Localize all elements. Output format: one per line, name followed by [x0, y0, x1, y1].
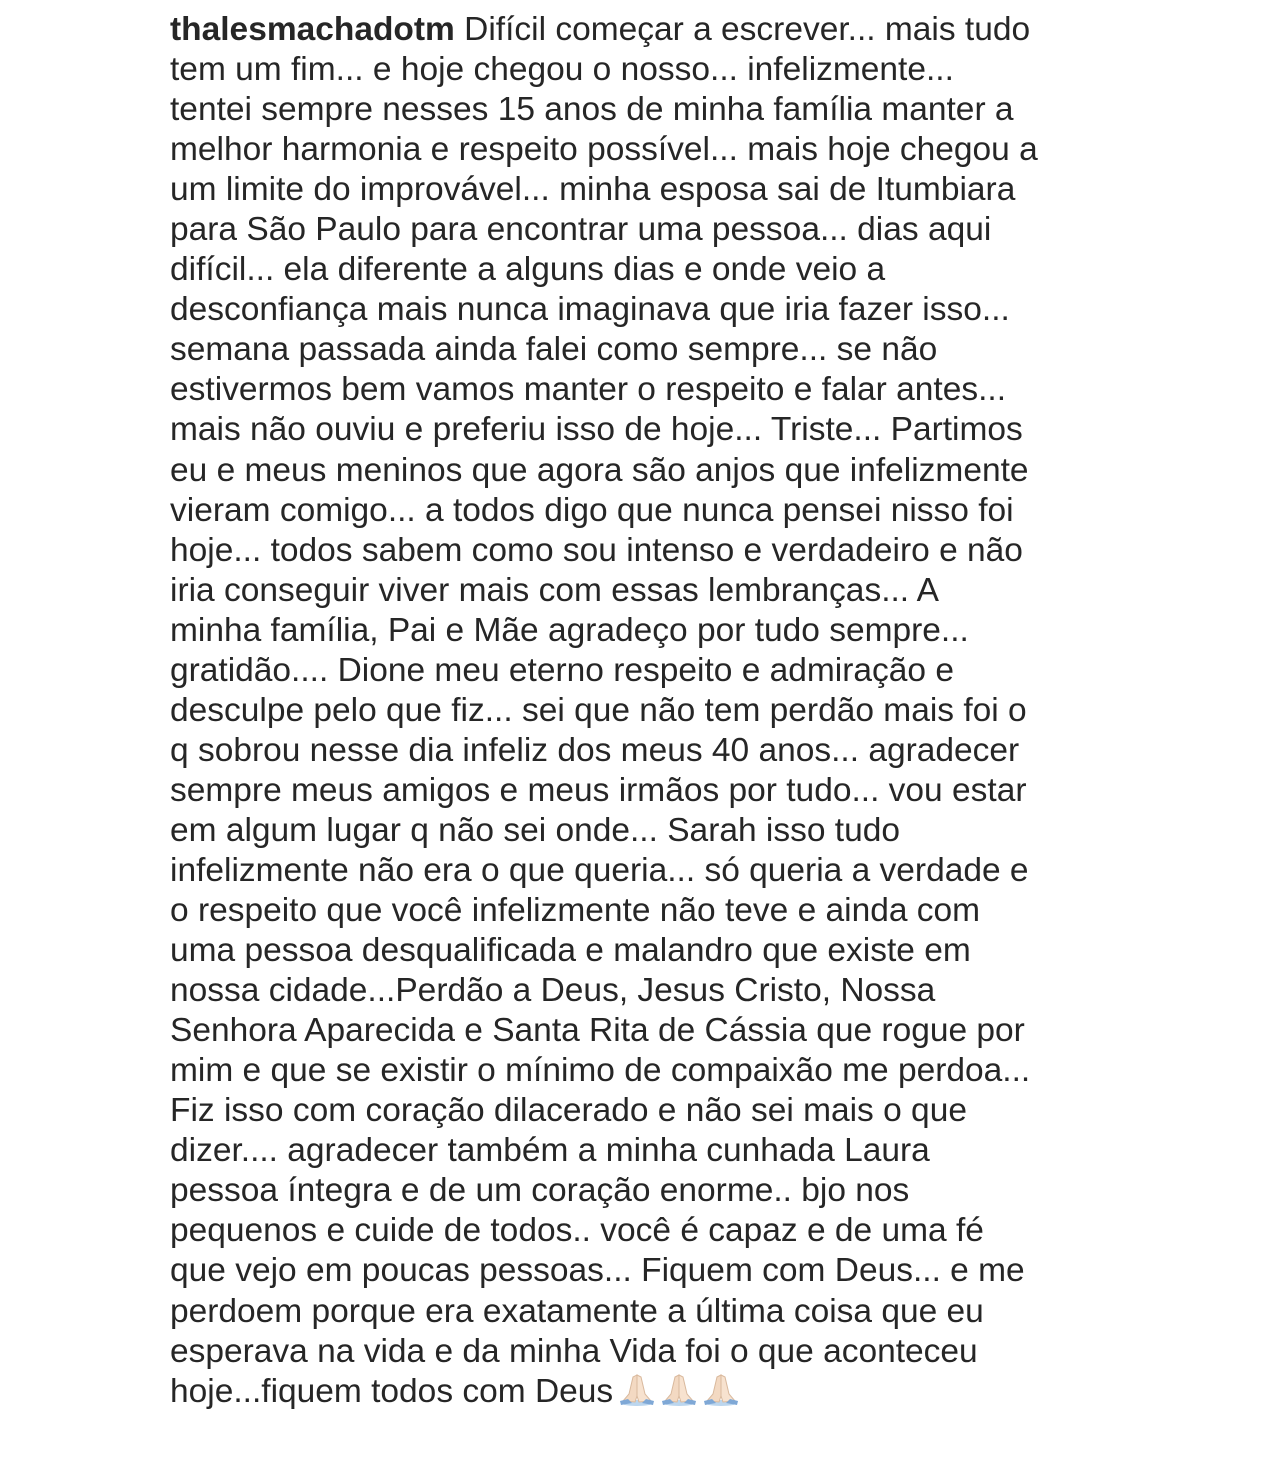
folded-hands-icon: [657, 1372, 701, 1406]
caption-line: melhor harmonia e respeito possível... mais hoje chegou a: [170, 131, 1038, 169]
caption-line: infelizmente não era o que queria... só queria a verdade e: [170, 851, 1029, 889]
caption-line: em algum lugar q não sei onde... Sarah isso tudo: [170, 811, 900, 849]
caption-line: tem um fim... e hoje chegou o nosso... infelizmente...: [170, 51, 954, 89]
caption-line: hoje...fiquem todos com Deus: [170, 1372, 614, 1410]
caption-line: eu e meus meninos que agora são anjos que infelizmente: [170, 451, 1029, 489]
caption-line: pequenos e cuide de todos.. você é capaz e de uma fé: [170, 1212, 984, 1250]
caption-line: dizer.... agradecer também a minha cunhada Laura: [170, 1132, 930, 1170]
caption-line: semana passada ainda falei como sempre... se não: [170, 331, 938, 369]
folded-hands-icon: [615, 1372, 659, 1406]
caption-text: [170, 10, 1170, 1416]
folded-hands-icon: [699, 1372, 743, 1406]
caption-line: perdoem porque era exatamente a última coisa que eu: [170, 1292, 984, 1330]
caption-line: vieram comigo... a todos digo que nunca pensei nisso foi: [170, 491, 1014, 529]
caption-line: q sobrou nesse dia infeliz dos meus 40 anos... agradecer: [170, 731, 1020, 769]
caption-line: gratidão.... Dione meu eterno respeito e admiração e: [170, 651, 954, 689]
caption-line: que vejo em poucas pessoas... Fiquem com Deus... e me: [170, 1252, 1025, 1290]
caption-line: mim e que se existir o mínimo de compaixão me perdoa...: [170, 1052, 1031, 1090]
caption-line: nossa cidade...Perdão a Deus, Jesus Cristo, Nossa: [170, 972, 936, 1010]
caption-line: iria conseguir viver mais com essas lembranças... A: [170, 571, 939, 609]
caption-line: tentei sempre nesses 15 anos de minha família manter a: [170, 91, 1014, 129]
caption-line: uma pessoa desqualificada e malandro que existe em: [170, 932, 971, 970]
caption-line: pessoa íntegra e de um coração enorme.. bjo nos: [170, 1172, 910, 1210]
caption-line: para São Paulo para encontrar uma pessoa... dias aqui: [170, 211, 992, 249]
caption-line: o respeito que você infelizmente não teve e ainda com: [170, 892, 981, 930]
caption-line: difícil... ela diferente a alguns dias e onde veio a: [170, 251, 886, 289]
caption-line: minha família, Pai e Mãe agradeço por tudo sempre...: [170, 611, 969, 649]
folded-hands-emoji-group: [615, 1372, 741, 1416]
caption-line: desconfiança mais nunca imaginava que iria fazer isso...: [170, 291, 1010, 329]
caption-line: estivermos bem vamos manter o respeito e falar antes...: [170, 371, 1006, 409]
caption-line: um limite do improvável... minha esposa sai de Itumbiara: [170, 171, 1016, 209]
caption-line: sempre meus amigos e meus irmãos por tudo... vou estar: [170, 771, 1027, 809]
post-caption: [170, 10, 1170, 1416]
caption-line: desculpe pelo que fiz... sei que não tem perdão mais foi o: [170, 691, 1027, 729]
username-link[interactable]: thalesmachadotm: [170, 11, 455, 48]
caption-line: hoje... todos sabem como sou intenso e verdadeiro e não: [170, 531, 1023, 569]
caption-line: Senhora Aparecida e Santa Rita de Cássia que rogue por: [170, 1012, 1025, 1050]
caption-line: esperava na vida e da minha Vida foi o que aconteceu: [170, 1332, 978, 1370]
caption-line: Fiz isso com coração dilacerado e não sei mais o que: [170, 1092, 967, 1130]
caption-line: Difícil começar a escrever... mais tudo: [454, 11, 1031, 48]
caption-line: mais não ouviu e preferiu isso de hoje... Triste... Partimos: [170, 411, 1023, 449]
